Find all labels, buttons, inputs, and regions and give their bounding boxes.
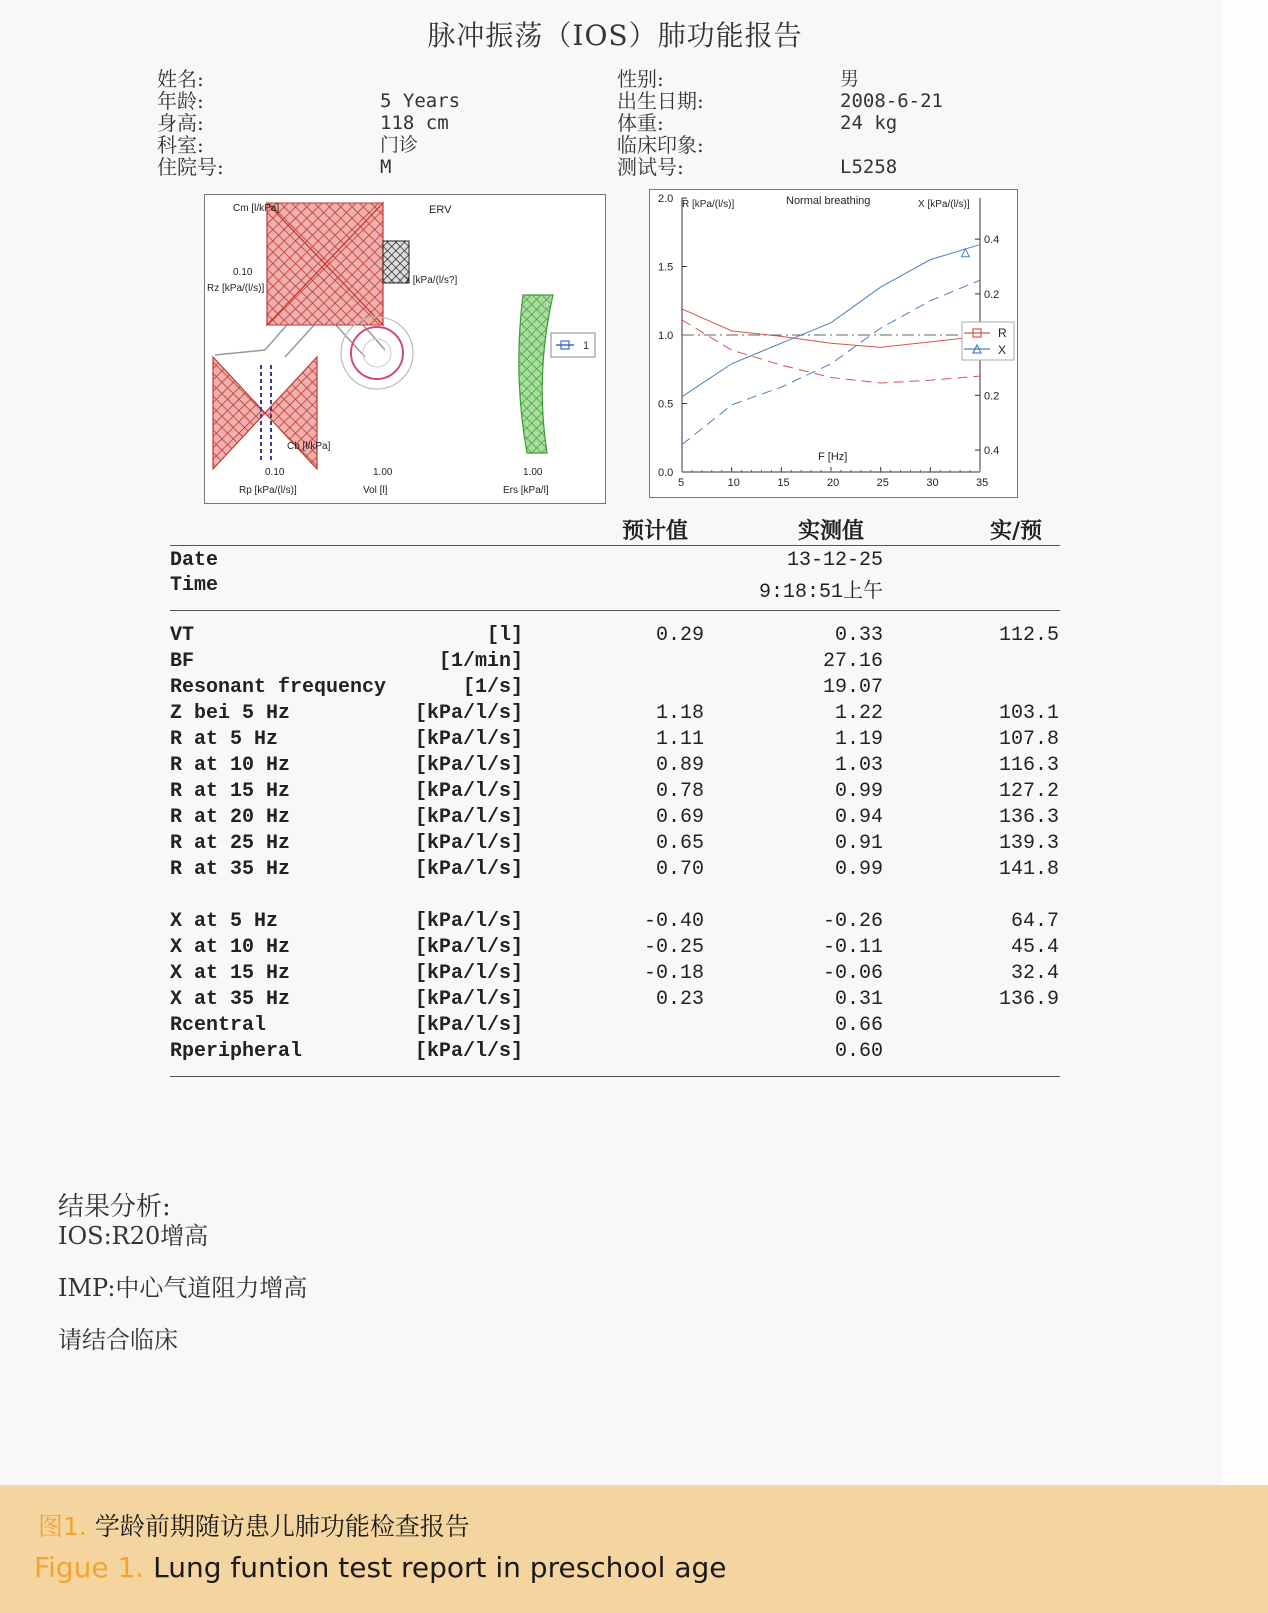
analysis-heading: 结果分析: [58,1192,171,1222]
row-predicted: -0.18 [643,962,704,985]
age-label: 年龄: [157,89,204,113]
val-100-ers: 1.00 [523,467,543,478]
frequency-chart-panel [649,189,1018,498]
row-measured: 0.66 [834,1014,883,1037]
date-value: 13-12-25 [786,549,883,572]
y-right-tick-label: 0.2 [984,288,1000,301]
caption-cn-text: 学龄前期随访患儿肺功能检查报告 [94,1512,470,1541]
inpatient-value: M [380,156,392,178]
row-predicted: 0.70 [655,858,704,881]
row-ratio: 107.8 [998,728,1059,751]
dob-value: 2008-6-21 [840,90,943,112]
row-unit: [1/min] [438,650,523,673]
y-right-tick-label: 0.2 [984,390,1000,403]
height-value: 118 cm [380,112,449,134]
row-name: X at 10 Hz [170,936,291,959]
row-measured: 0.94 [834,806,883,829]
table-row [0,754,1100,780]
row-unit: [kPa/l/s] [414,936,523,959]
row-ratio: 112.5 [998,624,1059,647]
name-label: 姓名: [157,67,204,91]
dob-label: 出生日期: [617,89,704,113]
row-name: R at 15 Hz [170,780,291,803]
row-measured: -0.06 [822,962,883,985]
row-name: Resonant frequency [170,676,387,699]
row-name: VT [170,624,195,647]
table-row [0,936,1100,962]
table-row [0,1014,1100,1040]
series-line-0 [682,309,980,347]
time-label: Time [170,574,219,597]
elastance-shape [519,295,553,453]
row-name: R at 35 Hz [170,858,291,881]
row-predicted: -0.25 [643,936,704,959]
row-measured: 19.07 [822,676,883,699]
row-predicted: 1.18 [655,702,704,725]
row-name: X at 15 Hz [170,962,291,985]
y-left-tick-label: 0.5 [658,398,674,411]
patient-info-left-values [380,68,460,178]
table-row [0,1040,1100,1066]
table-rule-mid [170,610,1060,611]
row-name: R at 25 Hz [170,832,291,855]
rz-label: Rz [kPa/(l/s)] [207,283,265,294]
row-predicted: 0.78 [655,780,704,803]
y-left-tick-label: 1.5 [658,261,674,274]
figure-caption [0,1485,1268,1613]
row-predicted: 0.23 [655,988,704,1011]
table-row [0,650,1100,676]
row-measured: 1.22 [834,702,883,725]
row-ratio: 141.8 [998,858,1059,881]
patient-info-left [157,68,224,178]
caption-english [34,1551,727,1584]
row-ratio: 32.4 [1010,962,1059,985]
patient-info-right [617,68,704,178]
series-line-2 [682,245,980,397]
clinical-label: 临床印象: [617,133,704,157]
cb-label: Cb [l/kPa] [287,441,331,452]
row-predicted: 0.65 [655,832,704,855]
y-left-tick-label: 2.0 [658,193,674,205]
row-measured: 0.99 [834,780,883,803]
row-name: BF [170,650,195,673]
row-unit: [kPa/l/s] [414,806,523,829]
row-name: R at 5 Hz [170,728,279,751]
row-measured: 0.33 [834,624,883,647]
x-tick-label: 5 [678,477,685,489]
y-right-tick-label: 0.4 [984,234,1000,247]
row-measured: 0.31 [834,988,883,1011]
row-unit: [kPa/l/s] [414,728,523,751]
cm-label: Cm [l/kPa] [233,203,280,214]
chart-title: Normal breathing [786,195,871,207]
table-row [0,858,1100,884]
sex-label: 性别: [617,67,664,91]
age-value: 5 Years [380,90,461,112]
row-measured: 0.91 [834,832,883,855]
legend-r: R [998,326,1007,340]
analysis-line-1: IOS:R20增高 [58,1222,209,1250]
frequency-chart [650,190,1017,497]
sex-value: 男 [840,68,860,90]
row-ratio: 45.4 [1010,936,1059,959]
test-no-value: L5258 [840,156,898,178]
row-ratio: 116.3 [998,754,1059,777]
report-title: 脉冲振荡（IOS）肺功能报告 [427,19,803,52]
table-row [0,780,1100,806]
compliance-loop [341,317,413,389]
row-name: X at 35 Hz [170,988,291,1011]
x-tick-label: 20 [827,477,840,489]
row-unit: [l] [486,624,523,647]
row-unit: [kPa/l/s] [414,702,523,725]
row-ratio: 136.9 [998,988,1059,1011]
table-row [0,676,1100,702]
chart-xlabel: F [Hz] [818,451,848,463]
row-ratio: 139.3 [998,832,1059,855]
row-ratio: 127.2 [998,780,1059,803]
date-label: Date [170,549,219,572]
header-predicted: 预计值 [622,518,689,544]
chart-ylabel-right: X [kPa/(l/s)] [918,199,970,210]
row-unit: [kPa/l/s] [414,858,523,881]
table-row [0,806,1100,832]
row-measured: 0.99 [834,858,883,881]
x-tick-label: 10 [727,477,740,489]
x-tick-label: 30 [926,477,939,489]
table-row [0,910,1100,936]
time-value: 9:18:51上午 [758,581,883,604]
airway-model-svg [205,195,605,503]
series-line-1 [682,320,980,383]
caption-cn-prefix: 图1. [38,1512,87,1541]
row-unit: [kPa/l/s] [414,910,523,933]
row-predicted: 0.89 [655,754,704,777]
val-100-vol: 1.00 [373,467,393,478]
inpatient-label: 住院号: [157,155,224,179]
erv-label: ERV [429,204,452,216]
airway-model-diagram [204,194,606,504]
name-value [380,68,460,90]
dept-value: 门诊 [380,134,419,156]
row-ratio: 136.3 [998,806,1059,829]
row-unit: [kPa/l/s] [414,832,523,855]
row-unit: [kPa/l/s] [414,1040,523,1063]
y-right-tick-label: 0.4 [984,445,1000,458]
row-predicted: 1.11 [655,728,704,751]
caption-en-text: Lung funtion test report in preschool age [153,1551,727,1584]
row-ratio: 64.7 [1010,910,1059,933]
val-010-bottom: 0.10 [265,467,285,478]
header-measured: 实测值 [798,518,865,544]
date-row [0,549,1100,575]
time-row [0,574,1100,604]
series-line-3 [682,280,980,444]
row-unit: [kPa/l/s] [414,780,523,803]
analysis-line-2: IMP:中心气道阻力增高 [58,1274,308,1302]
row-measured: 27.16 [822,650,883,673]
row-unit: [kPa/l/s] [414,754,523,777]
header-ratio: 实/预 [990,518,1043,544]
table-rule-top [170,545,1060,546]
row-measured: -0.26 [822,910,883,933]
chart-series [682,245,980,445]
dept-label: 科室: [157,133,204,157]
legend-item: 1 [583,340,590,352]
row-predicted: 0.29 [655,624,704,647]
row-unit: [kPa/l/s] [414,1014,523,1037]
row-name: Rperipheral [170,1040,303,1063]
row-unit: [kPa/l/s] [414,962,523,985]
rp-label: Rp [kPa/(l/s)] [239,485,297,496]
caption-en-prefix: Figue 1. [34,1551,145,1584]
row-unit: [1/s] [462,676,523,699]
z-label: z [kPa/(l/s?] [405,275,458,286]
row-measured: 1.03 [834,754,883,777]
chart-ylabel-left: R [kPa/(l/s)] [682,199,735,210]
row-name: X at 5 Hz [170,910,279,933]
height-label: 身高: [157,111,204,135]
row-predicted: -0.40 [643,910,704,933]
table-row [0,988,1100,1014]
x-tick-label: 15 [777,477,790,489]
clinical-value [840,134,943,156]
weight-label: 体重: [617,111,664,135]
row-unit: [kPa/l/s] [414,988,523,1011]
ers-label: Ers [kPa/l] [503,485,549,496]
caption-chinese [38,1507,470,1543]
y-left-tick-label: 0.0 [658,467,674,479]
legend-x: X [998,343,1007,357]
row-name: Rcentral [170,1014,267,1037]
vol-label: Vol [l] [363,485,388,496]
x-tick-label: 25 [876,477,889,489]
analysis-line-3: 请结合临床 [58,1326,178,1354]
table-rule-bottom [170,1076,1060,1077]
row-measured: 1.19 [834,728,883,751]
chart-axes [658,193,999,489]
row-measured: -0.11 [822,936,883,959]
test-no-label: 测试号: [617,155,684,179]
table-row [0,702,1100,728]
val-010-top: 0.10 [233,267,253,278]
x-tick-label: 35 [976,477,989,489]
table-row [0,832,1100,858]
paper-edge [1222,0,1268,1485]
patient-info-right-values [840,68,943,178]
table-row [0,962,1100,988]
row-name: R at 20 Hz [170,806,291,829]
row-name: Z bei 5 Hz [170,702,291,725]
table-row [0,624,1100,650]
weight-value: 24 kg [840,112,898,134]
row-ratio: 103.1 [998,702,1059,725]
y-left-tick-label: 1.0 [658,330,674,342]
row-name: R at 10 Hz [170,754,291,777]
table-row [0,728,1100,754]
row-measured: 0.60 [834,1040,883,1063]
row-predicted: 0.69 [655,806,704,829]
